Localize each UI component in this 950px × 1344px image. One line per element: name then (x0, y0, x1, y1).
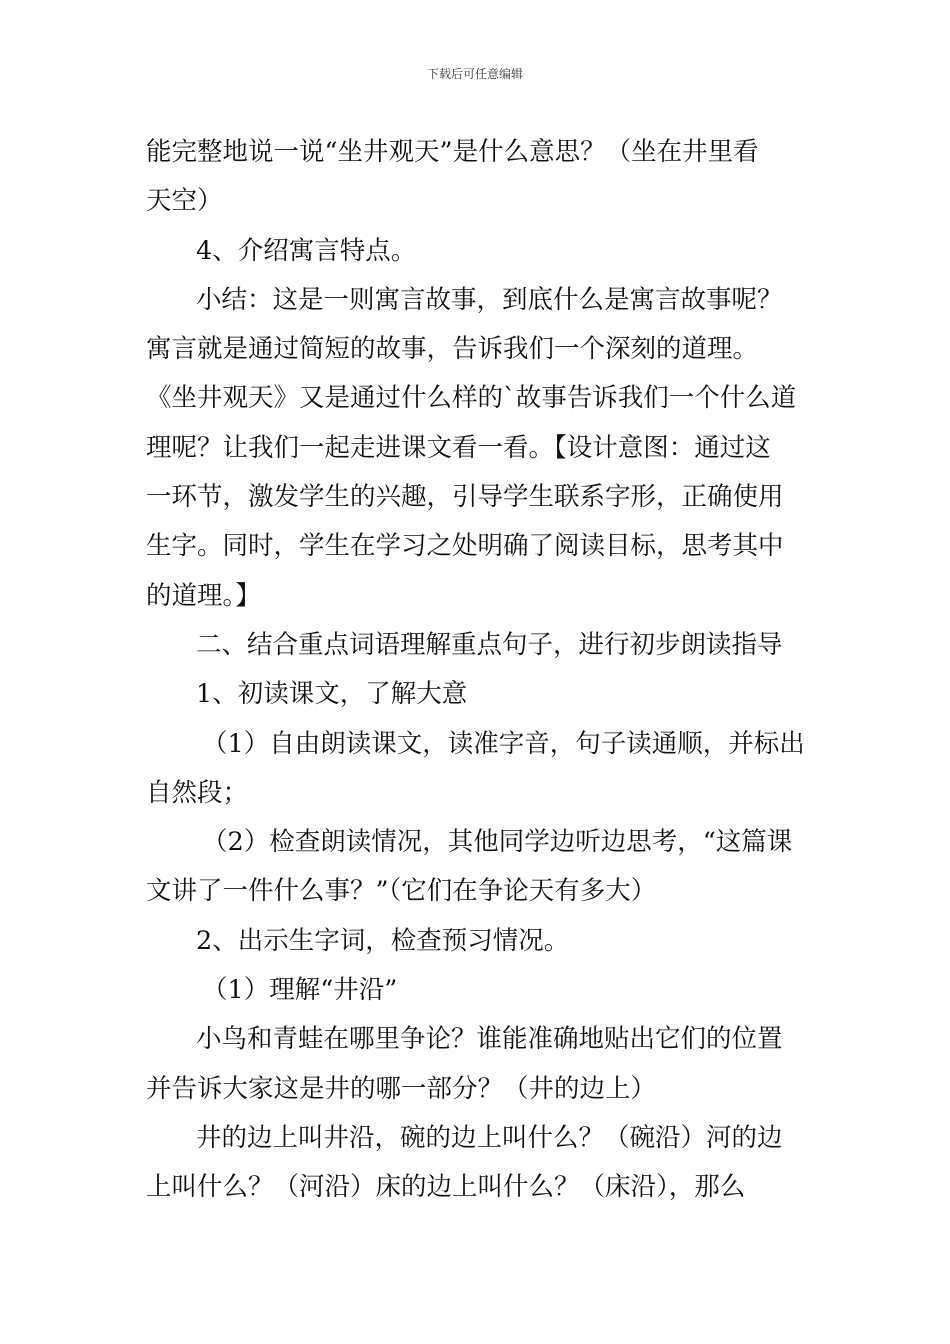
page-header: 下载后可任意编辑 (426, 67, 523, 81)
text-line: 自然段； (146, 777, 249, 808)
text-line: 小鸟和青蛙在哪里争论？谁能准确地贴出它们的位置 (196, 1024, 783, 1055)
text-line: （1）自由朗读课文，读准字音，句子读通顺，并标出 (202, 728, 805, 759)
text-line: 4、介绍寓言特点。 (196, 235, 417, 266)
text-line: 理呢？让我们一起走进课文看一看。【设计意图：通过这 (146, 432, 771, 463)
text-line: 二、结合重点词语理解重点句子，进行初步朗读指导 (196, 629, 783, 660)
text-line: 井的边上叫井沿，碗的边上叫什么？（碗沿）河的边 (196, 1122, 783, 1153)
text-line: 的道理。】 (146, 580, 261, 611)
text-line: 能完整地说一说“坐井观天”是什么意思？（坐在井里看 (146, 137, 759, 167)
text-line: 文讲了一件什么事？”（它们在争论天有多大） (146, 876, 657, 907)
text-line: 小结：这是一则寓言故事，到底什么是寓言故事呢？ (196, 284, 783, 315)
text-line: 2、出示生字词，检查预习情况。 (196, 925, 570, 956)
text-line: 并告诉大家这是井的哪一部分？（井的边上） (146, 1073, 657, 1104)
text-line: 上叫什么？（河沿）床的边上叫什么？（床沿），那么 (146, 1172, 746, 1203)
text-line: 一环节，激发学生的兴趣，引导学生联系字形，正确使用 (146, 482, 784, 513)
text-line: （2）检查朗读情况，其他同学边听边思考，“这篇课 (202, 827, 793, 858)
text-line: 天空） (146, 186, 223, 217)
text-line: 《坐井观天》又是通过什么样的`故事告诉我们一个什么道 (146, 383, 797, 414)
text-line: 寓言就是通过简短的故事，告诉我们一个深刻的道理。 (146, 334, 759, 365)
text-line: 1、初读课文，了解大意 (196, 679, 468, 710)
document-body (146, 128, 816, 1213)
text-line: 生字。同时，学生在学习之处明确了阅读目标，思考其中 (146, 531, 784, 562)
text-line: （1）理解“井沿” (202, 975, 398, 1006)
